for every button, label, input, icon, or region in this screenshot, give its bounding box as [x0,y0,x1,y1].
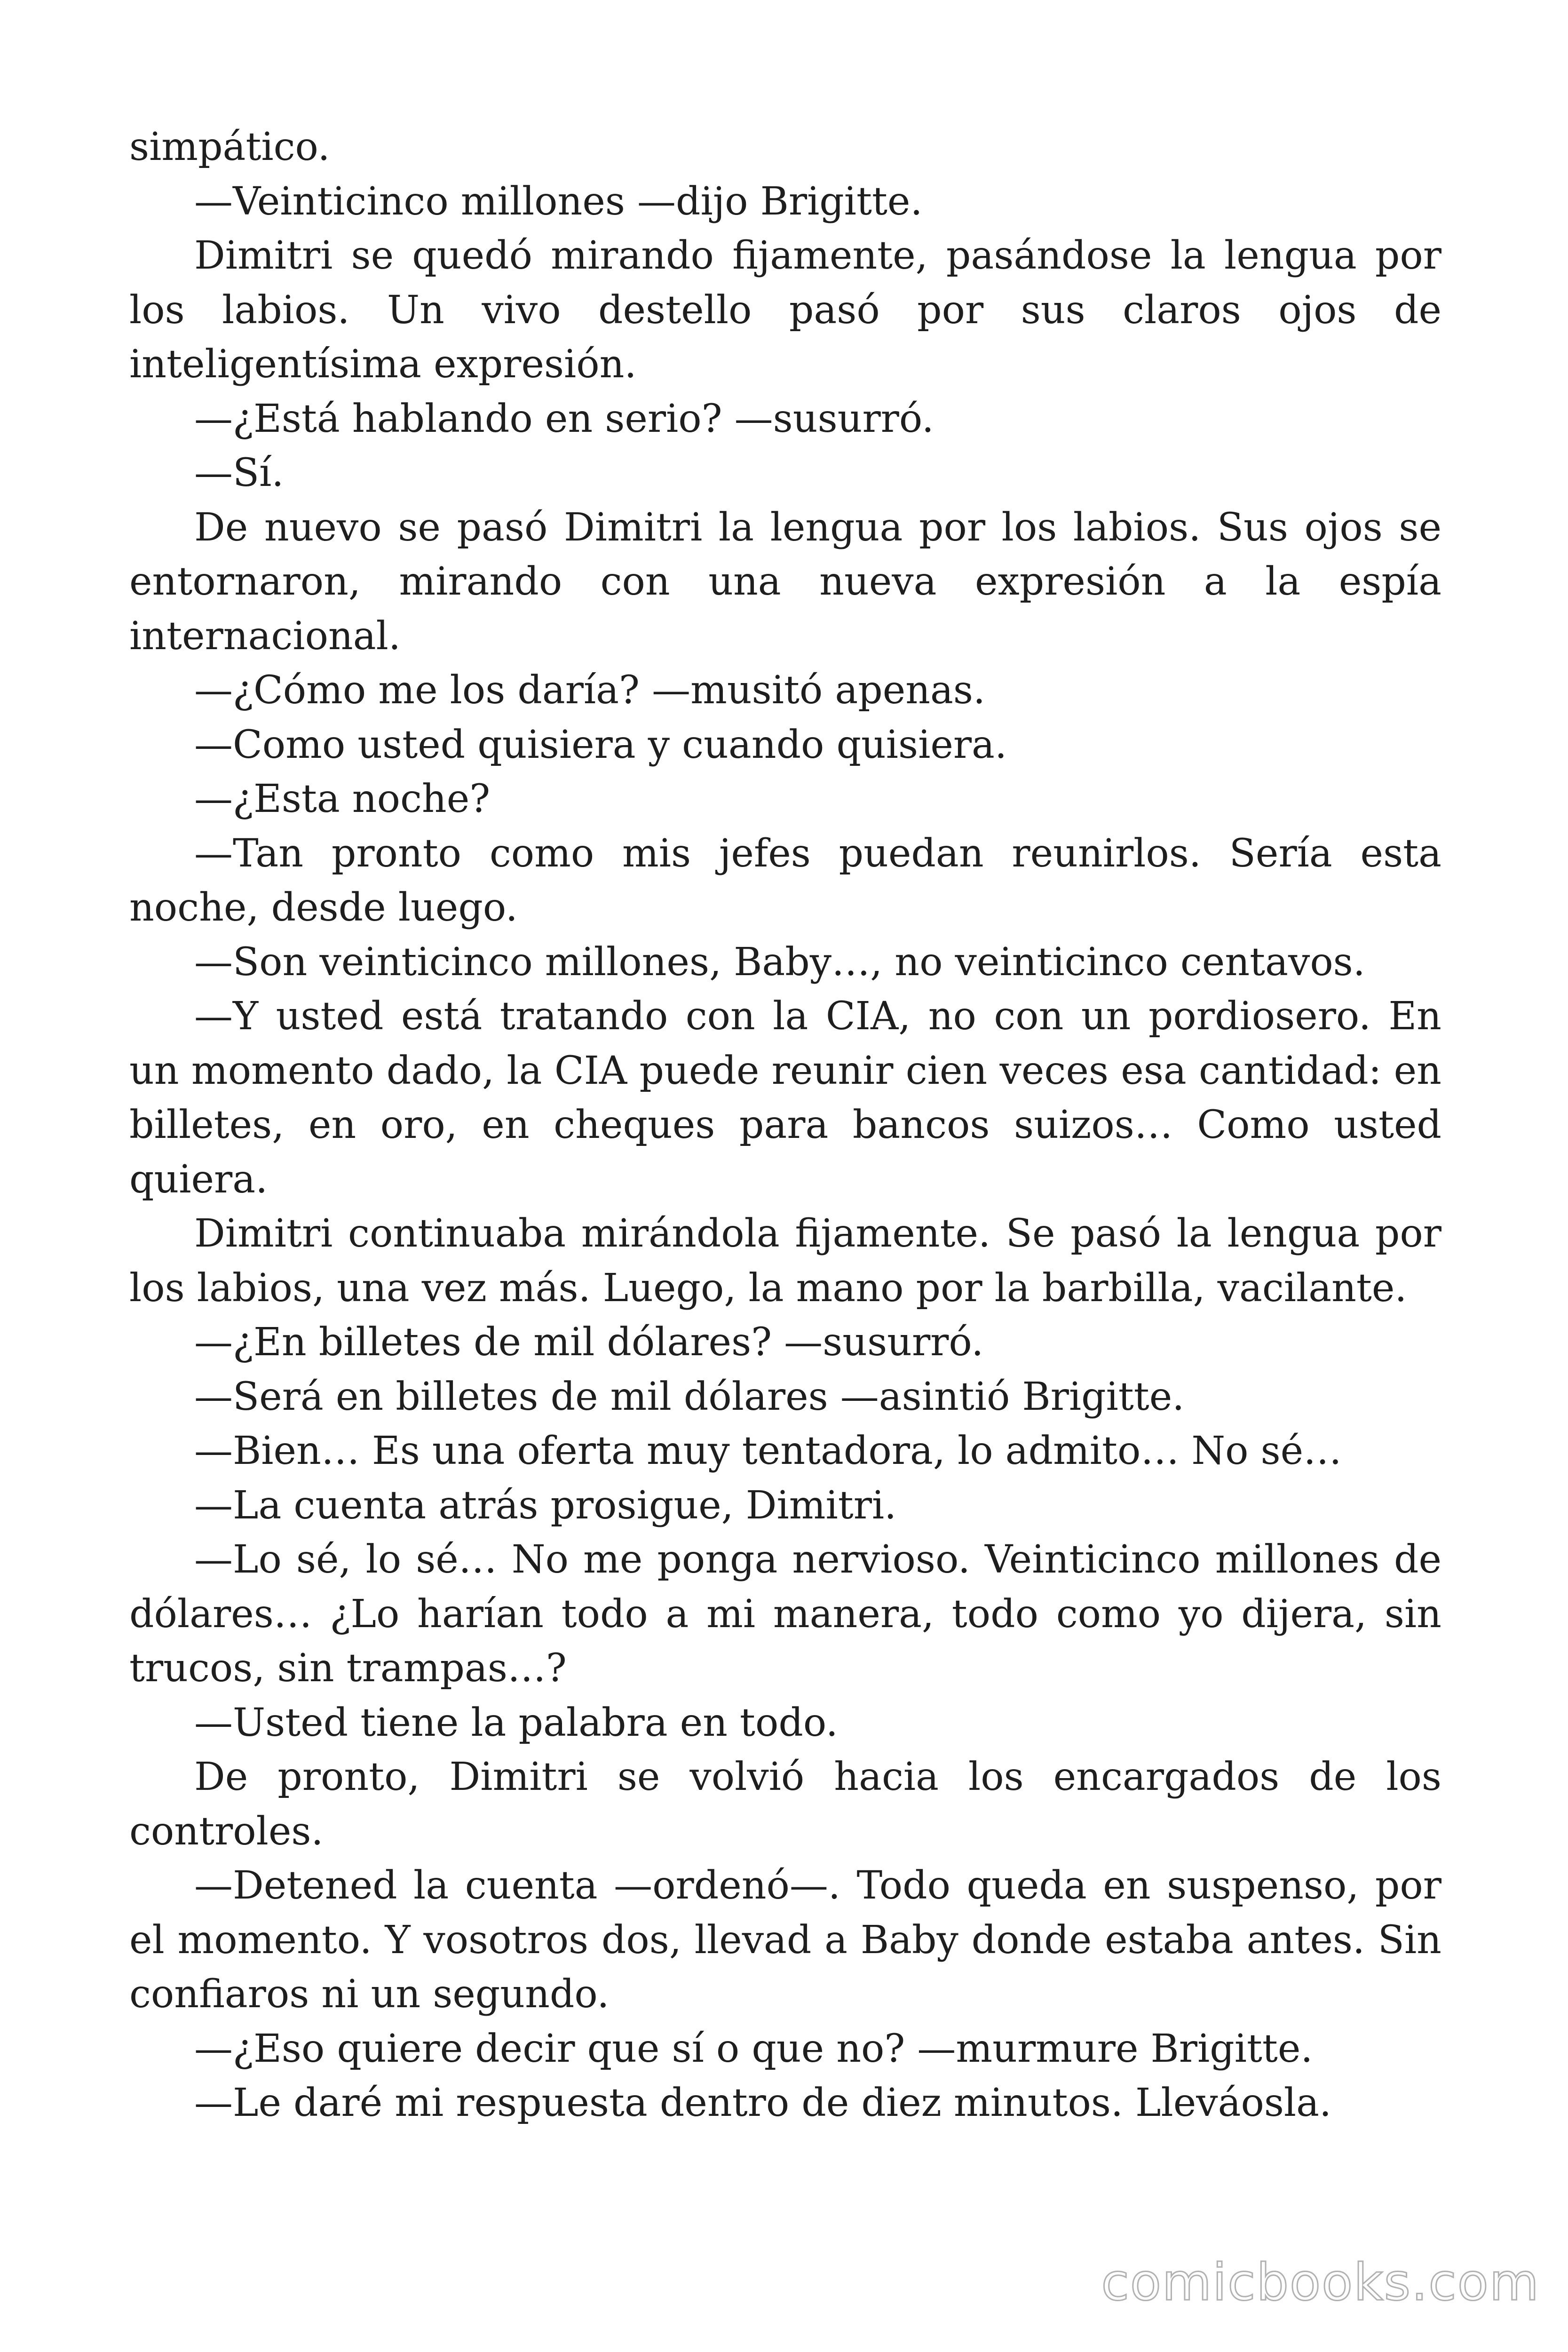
paragraph: —La cuenta atrás prosigue, Dimitri. [194,1483,897,1528]
paragraph: —¿Esta noche? [194,777,491,821]
paragraph: —Son veinticinco millones, Baby…, no veinticinco centavos. [194,939,1365,985]
paragraph: —Usted tiene la palabra en todo. [194,1700,838,1745]
paragraph: —Como usted quisiera y cuando quisiera. [194,722,1007,767]
paragraph: —¿Está hablando en serio? —susurró. [194,396,934,441]
paragraph: —¿En billetes de mil dólares? —susurró. [194,1320,984,1365]
paragraph: simpático. [129,125,330,169]
paragraph: —Será en billetes de mil dólares —asintió Brigitte. [194,1374,1185,1419]
paragraph: Dimitri continuaba mirándola fijamente. Se pasó la lengua por los labios, una vez más. Luego, la mano por la barbilla, vacilante. [129,1211,1441,1311]
paragraph: De pronto, Dimitri se volvió hacia los encargados de los controles. [129,1755,1441,1854]
paragraph: —Sí. [194,451,284,495]
paragraph: —Y usted está tratando con la CIA, no con un pordiosero. En un momento dado, la CIA puede reunir cien veces esa cantidad: en billetes, en oro, en cheques para bancos suizos… Como usted quiera. [129,994,1441,1202]
paragraph: —Lo sé, lo sé… No me ponga nervioso. Veinticinco millones de dólares… ¿Lo harían todo a mi manera, todo como yo dijera, sin trucos, sin trampas…? [129,1537,1441,1691]
paragraph: —Bien… Es una oferta muy tentadora, lo admito… No sé… [194,1429,1342,1473]
watermark: comicbooks.com [1101,2253,1540,2312]
paragraph: —Veinticinco millones —dijo Brigitte. [194,179,923,224]
book-page-text [129,120,1441,2130]
paragraph: —Le daré mi respuesta dentro de diez minutos. Lleváosla. [194,2081,1332,2125]
paragraph: —Tan pronto como mis jefes puedan reunirlos. Sería esta noche, desde luego. [129,831,1441,930]
paragraph: —Detened la cuenta —ordenó—. Todo queda en suspenso, por el momento. Y vosotros dos, llevad a Baby donde estaba antes. Sin confiaros ni un segundo. [129,1863,1441,2017]
paragraph: —¿Cómo me los daría? —musitó apenas. [194,668,986,713]
paragraph: Dimitri se quedó mirando fijamente, pasándose la lengua por los labios. Un vivo destello pasó por sus claros ojos de inteligentísima expresión. [129,233,1441,387]
paragraph: De nuevo se pasó Dimitri la lengua por los labios. Sus ojos se entornaron, mirando con una nueva expresión a la espía internacional. [129,505,1441,659]
paragraph: —¿Eso quiere decir que sí o que no? —murmure Brigitte. [194,2026,1313,2071]
